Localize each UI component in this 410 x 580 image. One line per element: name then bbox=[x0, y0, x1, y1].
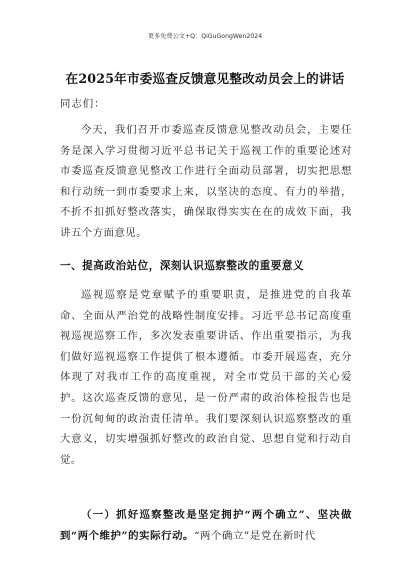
intro-paragraph: 今天，我们召开市委巡查反馈意见整改动员会，主要任务是深入学习贯彻习近平总书记关于巡视工作的重要论述对市委巡查反馈意见整改工作进行全面动员部署，切实把思想和行动统一到市委要求上来，以坚决的态度、有力的举措，不折不扣抓好整改落实，确保取得实实在在的成效下面，我讲五个方面意见。 bbox=[60, 124, 352, 239]
header-note: 更多免费公文+Q：QiGuGongWen2024 bbox=[147, 33, 263, 40]
section-heading-1: 一、提高政治站位，深刻认识巡察整改的重要意义 bbox=[60, 260, 305, 272]
subsection-heading-1-continuation: “两个确立”是党在新时代 bbox=[194, 529, 316, 542]
salutation: 同志们： bbox=[60, 98, 106, 110]
subsection-heading-1 bbox=[60, 505, 352, 546]
section1-body-paragraph: 巡视巡察是党章赋予的重要职责，是推进党的自我革命、全面从严治党的战略性制度安排。习近平总书记高度重视巡视巡察工作，多次发表重要讲话、作出重要指示，为我们做好巡视巡察工作提供了根本遵循。市委开展巡查，充分体现了对我市工作的高度重视，对全市党员干部的关心爱护。这次巡查反馈的意见，是一份严肃的政治体检报告也是一份沉甸甸的政治责任清单。我们要深刻认识巡察整改的重大意义，切实增强抓好整改的政治自觉、思想自觉和行动自觉。 bbox=[60, 289, 352, 466]
document-title: 在2025年市委巡查反馈意见整改动员会上的讲话 bbox=[65, 71, 345, 86]
subsection-heading-1-bold: （一）抓好巡察整改是坚定拥护“两个确立”、坚决做到“两个维护”的实际行动。 bbox=[60, 509, 352, 542]
